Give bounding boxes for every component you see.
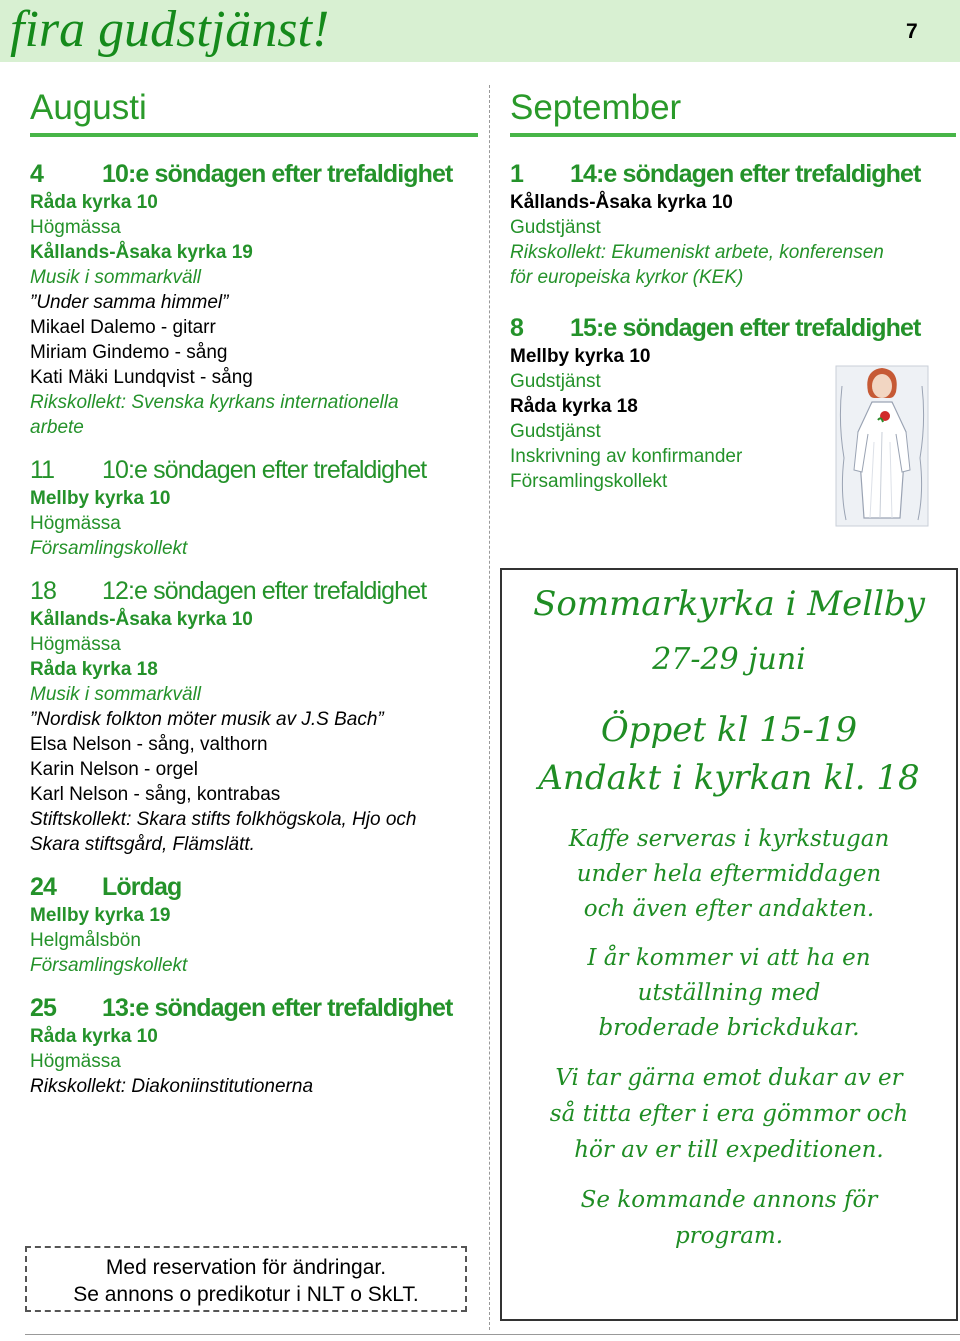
promo-donation-paragraph (502, 1060, 956, 1168)
collection-note: Rikskollekt: Svenska kyrkans internationella (30, 392, 399, 413)
collection-note: Församlingskollekt (30, 955, 188, 976)
promo-line: så titta efter i era gömmor och (549, 1101, 909, 1127)
promo-line: under hela eftermiddagen (576, 861, 882, 887)
schedule-entry (30, 454, 485, 561)
august-schedule (30, 158, 485, 1099)
sunday-heading: 1 14:e söndagen efter trefaldighet (510, 160, 921, 188)
page-title: fira gudstjänst! (10, 1, 330, 58)
event-title: ”Nordisk folkton möter musik av J.S Bach” (30, 709, 384, 730)
event-type: Inskrivning av konfirmander (510, 446, 743, 467)
schedule-entry (30, 871, 485, 978)
august-rule (30, 133, 478, 137)
reservation-note: Med reservation för ändringar. (105, 1256, 387, 1279)
church-time: Kållands-Åsaka kyrka 10 (30, 609, 253, 630)
performer: Mikael Dalemo - gitarr (30, 317, 216, 338)
service-type: Högmässa (30, 513, 121, 534)
church-time: Kållands-Åsaka kyrka 19 (30, 242, 253, 263)
sunday-heading: 24 Lördag (30, 873, 182, 901)
promo-devotion-time: Andakt i kyrkan kl. 18 (538, 758, 920, 798)
footer-divider (25, 1334, 960, 1335)
promo-line: och även efter andakten. (583, 896, 875, 922)
performer: Kati Mäki Lundqvist - sång (30, 367, 253, 388)
church-time: Råda kyrka 18 (510, 396, 638, 417)
promo-line: Se kommande annons för (580, 1187, 878, 1213)
promo-line: utställning med (637, 980, 821, 1006)
service-type: Gudstjänst (510, 421, 601, 442)
performer: Miriam Gindemo - sång (30, 342, 228, 363)
promo-line: Vi tar gärna emot dukar av er (555, 1065, 903, 1091)
announcement-note: Se annons o predikotur i NLT o SkLT. (73, 1283, 419, 1306)
sunday-heading: 8 15:e söndagen efter trefaldighet (510, 314, 921, 342)
schedule-entry (510, 158, 960, 290)
schedule-entry (30, 992, 485, 1099)
month-heading-august: Augusti (30, 88, 147, 127)
promo-line: Kaffe serveras i kyrkstugan (568, 826, 890, 852)
collection-note: Stiftskollekt: Skara stifts folkhögskola, Hjo och (30, 809, 417, 830)
performer: Elsa Nelson - sång, valthorn (30, 734, 268, 755)
collection-note: Församlingskollekt (30, 538, 188, 559)
page-number: 7 (906, 20, 918, 43)
confirmand-figure-illustration (834, 362, 930, 530)
promo-coffee-paragraph (502, 822, 956, 927)
sunday-heading: 4 10:e söndagen efter trefaldighet (30, 160, 453, 188)
promo-opening-hours: Öppet kl 15-19 (600, 710, 858, 750)
collection-note-cont: arbete (30, 417, 84, 438)
month-heading-september: September (510, 88, 682, 127)
collection-note: Rikskollekt: Ekumeniskt arbete, konferensen (510, 242, 884, 263)
sunday-heading: 11 10:e söndagen efter trefaldighet (30, 456, 427, 484)
service-type: Helgmålsbön (30, 930, 141, 951)
collection-note: Rikskollekt: Diakoniinstitutionerna (30, 1076, 314, 1097)
promo-line: broderade brickdukar. (598, 1015, 860, 1041)
promo-exhibition-paragraph (502, 941, 956, 1046)
church-time: Råda kyrka 10 (30, 192, 158, 213)
reservation-note-box (25, 1246, 467, 1312)
column-separator (489, 85, 490, 1330)
promo-program-paragraph (502, 1182, 956, 1254)
promo-line: hör av er till expeditionen. (574, 1137, 884, 1163)
service-type: Högmässa (30, 1051, 121, 1072)
collection-note: Församlingskollekt (510, 471, 668, 492)
service-type: Högmässa (30, 634, 121, 655)
promo-dates: 27-29 juni (652, 642, 806, 677)
event-type: Musik i sommarkväll (30, 684, 202, 705)
event-title: ”Under samma himmel” (30, 292, 229, 313)
promo-title: Sommarkyrka i Mellby (533, 584, 925, 624)
event-type: Musik i sommarkväll (30, 267, 202, 288)
summer-church-promo-box (500, 568, 958, 1321)
church-time: Kållands-Åsaka kyrka 10 (510, 192, 733, 213)
service-type: Gudstjänst (510, 217, 601, 238)
promo-line: program. (674, 1223, 784, 1249)
sunday-heading: 25 13:e söndagen efter trefaldighet (30, 994, 453, 1022)
church-time: Mellby kyrka 10 (30, 488, 171, 509)
performer: Karl Nelson - sång, kontrabas (30, 784, 281, 805)
promo-line: I år kommer vi att ha en (587, 945, 871, 971)
schedule-entry (30, 158, 485, 440)
church-time: Mellby kyrka 10 (510, 346, 651, 367)
service-type: Högmässa (30, 217, 121, 238)
september-rule (510, 133, 956, 137)
performer: Karin Nelson - orgel (30, 759, 198, 780)
church-time: Råda kyrka 18 (30, 659, 158, 680)
schedule-entry (30, 575, 485, 857)
church-time: Mellby kyrka 19 (30, 905, 171, 926)
sunday-heading: 18 12:e söndagen efter trefaldighet (30, 577, 427, 605)
collection-note-cont: för europeiska kyrkor (KEK) (510, 267, 744, 288)
church-time: Råda kyrka 10 (30, 1026, 158, 1047)
collection-note-cont: Skara stiftsgård, Flämslätt. (30, 834, 255, 855)
page-header (0, 0, 960, 62)
service-type: Gudstjänst (510, 371, 601, 392)
